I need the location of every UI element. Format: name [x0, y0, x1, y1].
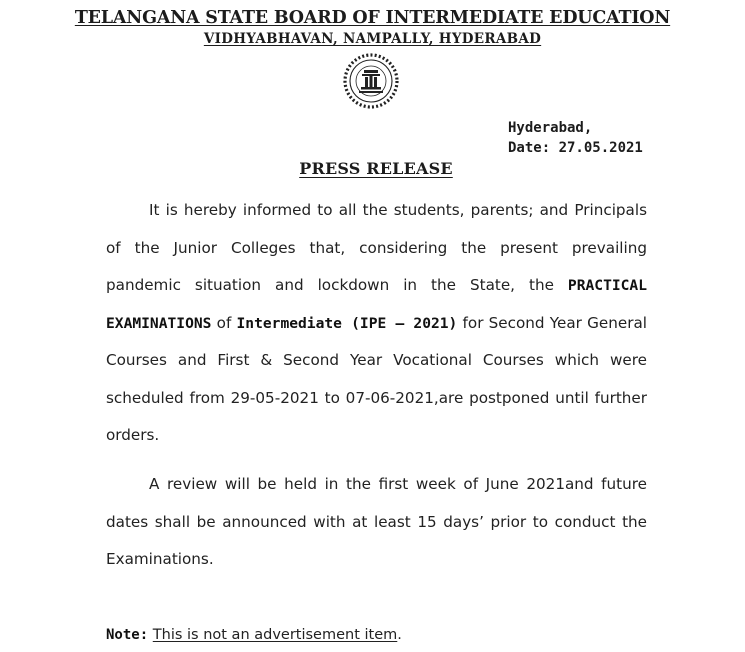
p1-bold-intermediate: Intermediate (IPE – 2021) [236, 314, 458, 332]
press-release-heading: PRESS RELEASE [299, 159, 453, 178]
p1-text-end: for Second Year General Courses and First & Second Year Vocational Courses which were scheduled from 29-05-2021 to 07-06-2021,are postponed until further orders. [106, 313, 647, 444]
paragraph-postponement [106, 192, 647, 455]
date-line: Date: 27.05.2021 [508, 140, 643, 156]
note-text: This is not an advertisement item [152, 627, 398, 643]
board-address: VIDHYABHAVAN, NAMPALLY, HYDERABAD [203, 31, 542, 47]
place-line: Hyderabad, [508, 120, 593, 136]
p1-bold-practical: PRACTICAL EXAMINATIONS [106, 277, 647, 332]
note-label: Note: [106, 627, 149, 643]
board-title: TELANGANA STATE BOARD OF INTERMEDIATE EDUCATION [74, 8, 671, 28]
note-end: . [397, 627, 402, 643]
p1-text-start: It is hereby informed to all the students, parents; and Principals of the Junior Colleges that, considering the present prevailing pandemic situation and lockdown in the State, the [106, 201, 647, 294]
note-line [106, 627, 402, 643]
place-date-block [508, 118, 643, 158]
p2-text: A review will be held in the first week of June 2021and future dates shall be announced with at least 15 days’ prior to conduct the Examinations. [106, 475, 647, 568]
paragraph-review [106, 466, 647, 579]
board-seal-icon [343, 52, 399, 110]
p1-text-of: of [211, 313, 237, 332]
